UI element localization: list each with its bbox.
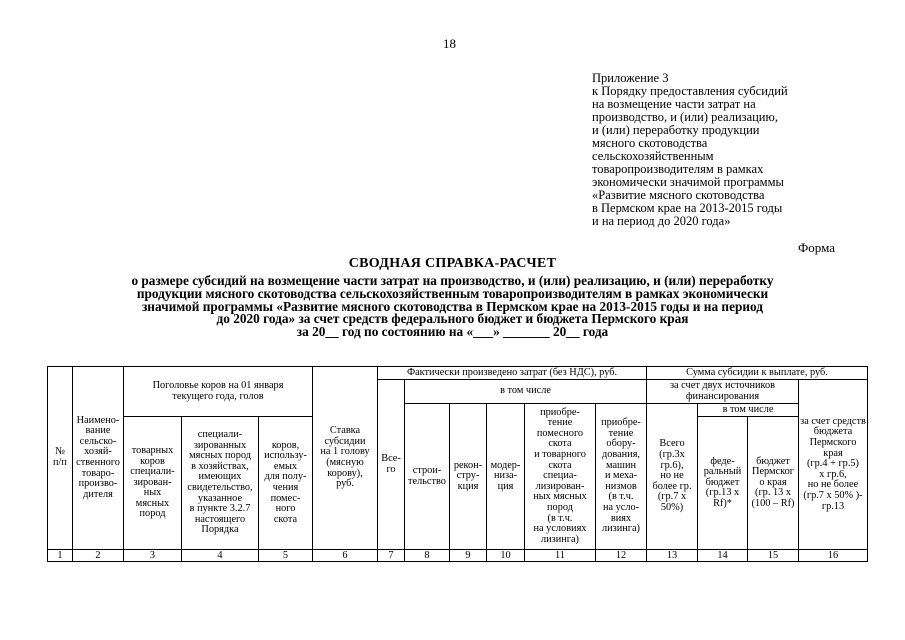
appendix-line: экономически значимой программы: [592, 175, 784, 189]
header-perm-budget-only: за счет средств бюджета Пермского края (гр.4 + гр.5) х гр.6, но не более (гр.7 х 50% )- гр.13: [799, 380, 868, 550]
column-number: 5: [259, 550, 313, 562]
header-subsidy-total: Всего (гр.3х гр.6), но не более гр. (гр.7 х 50%): [647, 404, 698, 550]
column-number: 9: [450, 550, 487, 562]
appendix-line: товаропроизводителям в рамках: [592, 162, 764, 176]
header-subsidy-including: в том числе: [698, 404, 799, 417]
column-number: 16: [799, 550, 868, 562]
header-costs-total: Все- го: [378, 380, 405, 550]
header-subsidy-rate: Ставка субсидии на 1 голову (мясную корову), руб.: [313, 367, 378, 550]
subtitle-line: о размере субсидий на возмещение части затрат на производство, и (или) реализацию, и (или) переработку: [131, 273, 774, 288]
calculation-table: [47, 366, 868, 562]
header-federal-budget: феде- ральный бюджет (гр.13 х Rf)*: [698, 417, 748, 550]
header-reconstruction: рекон- стру- кция: [450, 404, 487, 550]
header-cow-headcount-group: Поголовье коров на 01 января текущего года, голов: [124, 367, 313, 417]
appendix-line: «Развитие мясного скотоводства: [592, 188, 765, 202]
column-number: 6: [313, 550, 378, 562]
appendix-line: и на период до 2020 года»: [592, 214, 731, 228]
subtitle-line: до 2020 года» за счет средств федерального бюджет и бюджета Пермского края: [216, 311, 689, 327]
appendix-line: производство, и (или) реализацию,: [592, 110, 778, 124]
appendix-line: на возмещение части затрат на: [592, 97, 756, 111]
column-number: 11: [525, 550, 596, 562]
appendix-reference: [592, 72, 892, 228]
subtitle-line: значимой программы «Развитие мясного скотоводства в Пермском крае на 2013-2015 годы и на период: [141, 298, 764, 314]
column-number: 3: [124, 550, 182, 562]
appendix-line: сельскохозяйственным: [592, 149, 714, 163]
header-crossbreed-cows: коров, использу- емых для полу- чения помес- ного скота: [259, 417, 313, 550]
header-equipment-purchase: приобре- тение обору- дования, машин и меха- низмов (в т.ч. на усло- виях лизинга): [596, 404, 647, 550]
header-row-number: № п/п: [48, 367, 73, 550]
header-livestock-purchase: приобре- тение помесного скота и товарного скота специа- лизирован- ных мясных пород (в т.ч. на условиях лизинга): [525, 404, 596, 550]
header-construction: строи- тельство: [405, 404, 450, 550]
appendix-line: в Пермском крае на 2013-2015 годы: [592, 201, 783, 215]
column-number: 7: [378, 550, 405, 562]
document-title: СВОДНАЯ СПРАВКА-РАСЧЕТ: [348, 256, 557, 271]
column-number: 2: [73, 550, 124, 562]
column-number: 10: [487, 550, 525, 562]
column-number: 12: [596, 550, 647, 562]
appendix-line: Приложение 3: [592, 71, 669, 85]
column-number: 13: [647, 550, 698, 562]
appendix-line: и (или) переработку продукции: [592, 123, 760, 137]
header-subsidy-amount-group: Сумма субсидии к выплате, руб.: [647, 367, 868, 380]
column-numbers-row: [48, 550, 868, 562]
column-number: 14: [698, 550, 748, 562]
subtitle-line: за 20__ год по состоянию на «___» _______ 20__ года: [296, 324, 609, 340]
header-regional-budget: бюджет Пермског о края (гр. 13 х (100 – Rf): [748, 417, 799, 550]
header-actual-costs-group: Фактически произведено затрат (без НДС), руб.: [378, 367, 647, 380]
column-number: 8: [405, 550, 450, 562]
appendix-line: к Порядку предоставления субсидий: [592, 84, 788, 98]
form-label: Форма: [798, 240, 835, 255]
header-modernization: модер- низа- ция: [487, 404, 525, 550]
column-number: 15: [748, 550, 799, 562]
header-commodity-cows: товарных коров специали- зирован- ных мясных пород: [124, 417, 182, 550]
column-number: 4: [182, 550, 259, 562]
page-number: 18: [443, 36, 456, 51]
document-subtitle: [0, 275, 905, 339]
header-specialized-breed-cows: специали- зированных мясных пород в хозяйствах, имеющих свидетельство, указанное в пункте 3.2.7 настоящего Порядка: [182, 417, 259, 550]
subtitle-line: продукции мясного скотоводства сельскохозяйственным товаропроизводителям в рамках экономически: [136, 285, 769, 301]
header-producer-name: Наимено- вание сельско- хозяй- ственного товаро- произво- дителя: [73, 367, 124, 550]
header-costs-including: в том числе: [405, 380, 647, 404]
header-two-sources: за счет двух источников финансирования: [647, 380, 799, 404]
appendix-line: мясного скотоводства: [592, 136, 708, 150]
column-number: 1: [48, 550, 73, 562]
